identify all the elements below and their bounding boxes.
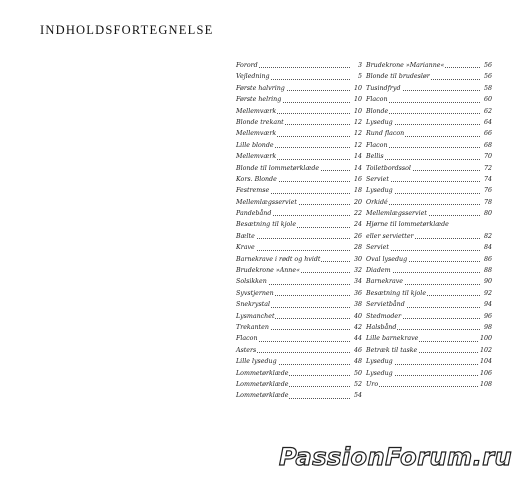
- toc-entry-title: Halsbånd: [366, 323, 397, 331]
- toc-entry: [366, 276, 492, 287]
- toc-entry-title: Lysedug: [366, 118, 393, 126]
- toc-entry: [236, 185, 362, 196]
- toc-entry: [366, 185, 492, 196]
- toc-entry-title: Orkidé: [366, 198, 388, 206]
- toc-entry: [366, 368, 492, 379]
- toc-entry-page: 42: [353, 322, 362, 333]
- toc-entry-title: Solsikken: [236, 278, 267, 286]
- toc-entry-page: 72: [483, 163, 492, 174]
- toc-entry: [366, 242, 492, 253]
- toc-entry-page: 5: [357, 71, 362, 82]
- toc-entry-page: 10: [353, 94, 362, 105]
- toc-entry: [236, 106, 362, 117]
- toc-entry-title: Brudekrone »Anne«: [236, 267, 300, 275]
- toc-entry-title: Betræk til taske: [366, 346, 418, 354]
- toc-entry-page: 22: [353, 208, 362, 219]
- toc-entry-page: 86: [483, 254, 492, 265]
- toc-entry-title: Syvstjernen: [236, 289, 274, 297]
- toc-entry: [236, 140, 362, 151]
- toc-entry-title: Lille lysedug: [236, 358, 277, 366]
- toc-entry: [236, 231, 362, 242]
- toc-entry-title: Lysmanchet: [236, 312, 275, 320]
- toc-entry-page: 88: [483, 265, 492, 276]
- toc-entry: [366, 288, 492, 299]
- toc-entry-title: Mellemværk: [236, 153, 277, 161]
- toc-entry-title: Vejledning: [236, 73, 270, 81]
- toc-entry: [236, 128, 362, 139]
- toc-entry-page: 102: [479, 345, 492, 356]
- toc-entry: [366, 219, 492, 230]
- toc-entry-title: Mellemværk: [236, 107, 277, 115]
- toc-entry-page: 12: [353, 128, 362, 139]
- toc-entry-page: 82: [483, 231, 492, 242]
- toc-entry-page: 10: [353, 106, 362, 117]
- toc-entry-title: Pandebånd: [236, 210, 272, 218]
- toc-entry-page: 84: [483, 242, 492, 253]
- toc-entry-page: 90: [483, 276, 492, 287]
- toc-entry-title: Første helring: [236, 96, 282, 104]
- toc-entry-title: Mellemlægsserviet: [366, 210, 427, 218]
- toc-entry-page: 54: [353, 390, 362, 401]
- toc-entry-title: Rund flacon: [366, 130, 405, 138]
- toc-entry-page: 24: [353, 219, 362, 230]
- toc-entry-title: Blonde til brudeslør: [366, 73, 430, 81]
- toc-entry-title: Lysedug: [366, 187, 393, 195]
- toc-entry-page: 92: [483, 288, 492, 299]
- toc-entry-page: 18: [353, 185, 362, 196]
- toc-entry-page: 108: [479, 379, 492, 390]
- toc-entry-page: 100: [479, 333, 492, 344]
- toc-entry-title: Brudekrone »Marianne«: [366, 62, 445, 69]
- toc-entry-title: Besætning til kjole: [366, 289, 427, 297]
- toc-entry: [366, 140, 492, 151]
- toc-entry-title: Oval lysedug: [366, 255, 408, 263]
- toc-entry-page: 94: [483, 299, 492, 310]
- toc-entry-page: 64: [483, 117, 492, 128]
- toc-entry-title: Serviet: [366, 244, 389, 252]
- toc-entry-page: 40: [353, 311, 362, 322]
- toc-entry-title: Lysedug: [366, 369, 393, 377]
- toc-entry-page: 80: [483, 208, 492, 219]
- toc-entry-title: Flacon: [236, 335, 258, 343]
- watermark-logo: PassionForum.ru: [279, 443, 513, 471]
- toc-entry-title: Lommetørklæde: [236, 380, 289, 388]
- toc-entry-page: 52: [353, 379, 362, 390]
- toc-entry-title: Forord: [236, 62, 258, 69]
- toc-entry-page: 48: [353, 356, 362, 367]
- toc-entry-title: Blonde til lommetørklæde: [236, 164, 320, 172]
- toc-entry-page: 74: [483, 174, 492, 185]
- toc-entry-title: Bælte: [236, 232, 255, 240]
- toc-entry: [236, 288, 362, 299]
- toc-entry-title: Mellemværk: [236, 130, 277, 138]
- toc-entry-title: Barnekrave i rødt og hvidt: [236, 255, 321, 263]
- toc-entry-page: 70: [483, 151, 492, 162]
- toc-entry: [366, 322, 492, 333]
- toc-entry-title: Krave: [236, 244, 255, 252]
- toc-entry-page: 38: [353, 299, 362, 310]
- toc-entry-title: Uro: [366, 380, 379, 388]
- toc-entry: [236, 299, 362, 310]
- toc-entry-title: Flacon: [366, 96, 388, 104]
- toc-entry: [366, 254, 492, 265]
- toc-entry: [236, 71, 362, 82]
- toc-entry-page: 28: [353, 242, 362, 253]
- toc-entry-page: 14: [353, 163, 362, 174]
- toc-entry-title: Flacon: [366, 141, 388, 149]
- toc-entry-title: Toiletbordssol: [366, 164, 411, 172]
- toc-entry: [366, 345, 492, 356]
- toc-entry-page: 26: [353, 231, 362, 242]
- toc-entry-page: 30: [353, 254, 362, 265]
- toc-entry-page: 20: [353, 197, 362, 208]
- toc-entry-title: Trekanten: [236, 323, 269, 331]
- toc-entry: [366, 163, 492, 174]
- toc-entry: [236, 345, 362, 356]
- toc-entry: [236, 333, 362, 344]
- toc-entry: [236, 254, 362, 265]
- toc-entry-title: Snekrystal: [236, 301, 271, 309]
- toc-entry-page: 34: [353, 276, 362, 287]
- toc-entry-page: 68: [483, 140, 492, 151]
- toc-entry: [236, 83, 362, 94]
- toc-entry-title: Tusindfryd: [366, 84, 401, 92]
- toc-entry: [366, 60, 492, 71]
- toc-entry-page: 76: [483, 185, 492, 196]
- toc-entry: [366, 83, 492, 94]
- toc-entry-title: Stedmoder: [366, 312, 402, 320]
- toc-entry-page: 3: [357, 60, 362, 71]
- toc-entry-title: eller servietter: [366, 232, 414, 240]
- toc-entry-title: Første halvring: [236, 84, 285, 92]
- toc-entry-title: Blonde trekant: [236, 118, 284, 126]
- toc-entry: [366, 311, 492, 322]
- toc-entry: [236, 368, 362, 379]
- toc-entry: [236, 208, 362, 219]
- toc-entry-title: Bellis: [366, 153, 384, 161]
- toc-entry-title: Hjørne til lommetørklæde: [366, 221, 449, 229]
- toc-entry: [366, 208, 492, 219]
- toc-entry: [366, 379, 492, 390]
- toc-entry-title: Lysedug: [366, 358, 393, 366]
- dot-leader: [366, 386, 480, 387]
- toc-entry-page: 56: [483, 60, 492, 71]
- toc-entry-title: Servietbånd: [366, 301, 405, 309]
- toc-entry: [366, 117, 492, 128]
- toc-entry-page: 10: [353, 83, 362, 94]
- toc-entry-page: 46: [353, 345, 362, 356]
- toc-entry-page: 96: [483, 311, 492, 322]
- page-title: INDHOLDSFORTEGNELSE: [40, 23, 214, 37]
- toc-entry-page: 62: [483, 106, 492, 117]
- toc-entry: [236, 117, 362, 128]
- toc-entry-title: Lille barnekrave: [366, 335, 419, 343]
- toc-entry: [366, 231, 492, 242]
- toc-entry-page: 32: [353, 265, 362, 276]
- toc-entry: [366, 265, 492, 276]
- toc-entry-title: Lommetørklæde: [236, 392, 289, 400]
- toc-entry-title: Blonde: [366, 107, 389, 115]
- toc-entry: [236, 151, 362, 162]
- toc-entry: [366, 106, 492, 117]
- toc-entry-page: 14: [353, 151, 362, 162]
- toc-entry: [366, 71, 492, 82]
- toc-entry: [236, 163, 362, 174]
- toc-entry: [236, 219, 362, 230]
- toc-entry: [366, 151, 492, 162]
- toc-entry-title: Festremse: [236, 187, 270, 195]
- toc-entry-page: 78: [483, 197, 492, 208]
- toc-entry: [236, 242, 362, 253]
- toc-entry-title: Serviet: [366, 175, 389, 183]
- toc-entry-page: 98: [483, 322, 492, 333]
- toc-entry: [366, 356, 492, 367]
- toc-entry: [236, 94, 362, 105]
- toc-entry-title: Lille blonde: [236, 141, 274, 149]
- toc-entry-page: 44: [353, 333, 362, 344]
- toc-entry: [236, 60, 362, 71]
- toc-entry: [366, 94, 492, 105]
- toc-entry: [366, 174, 492, 185]
- toc-entry-title: Kors. Blonde: [236, 175, 277, 183]
- toc-entry-title: Besætning til kjole: [236, 221, 297, 229]
- toc-entry: [236, 174, 362, 185]
- toc-entry: [236, 322, 362, 333]
- toc-entry: [236, 311, 362, 322]
- toc-entry: [236, 356, 362, 367]
- toc-entry-page: 104: [479, 356, 492, 367]
- toc-column-right: [366, 60, 492, 390]
- toc-entry: [366, 128, 492, 139]
- toc-entry-title: Barnekrave: [366, 278, 404, 286]
- toc-entry-page: 16: [353, 174, 362, 185]
- toc-entry-page: 56: [483, 71, 492, 82]
- toc-entry: [236, 390, 362, 401]
- toc-entry: [236, 276, 362, 287]
- toc-entry: [366, 197, 492, 208]
- toc-entry-title: Asters: [236, 346, 257, 354]
- toc-entry-page: 106: [479, 368, 492, 379]
- toc-entry-title: Diadem: [366, 267, 391, 275]
- toc-column-left: [236, 60, 362, 402]
- toc-entry: [236, 197, 362, 208]
- toc-entry: [366, 333, 492, 344]
- toc-entry-page: 50: [353, 368, 362, 379]
- toc-entry-page: 66: [483, 128, 492, 139]
- toc-entry-page: 58: [483, 83, 492, 94]
- toc-entry-page: 12: [353, 117, 362, 128]
- toc-entry: [236, 379, 362, 390]
- toc-entry-page: 12: [353, 140, 362, 151]
- toc-entry-page: 60: [483, 94, 492, 105]
- toc-entry-page: 36: [353, 288, 362, 299]
- toc-entry-title: Mellemlægsserviet: [236, 198, 297, 206]
- toc-entry: [236, 265, 362, 276]
- toc-entry-title: Lommetørklæde: [236, 369, 289, 377]
- toc-entry: [366, 299, 492, 310]
